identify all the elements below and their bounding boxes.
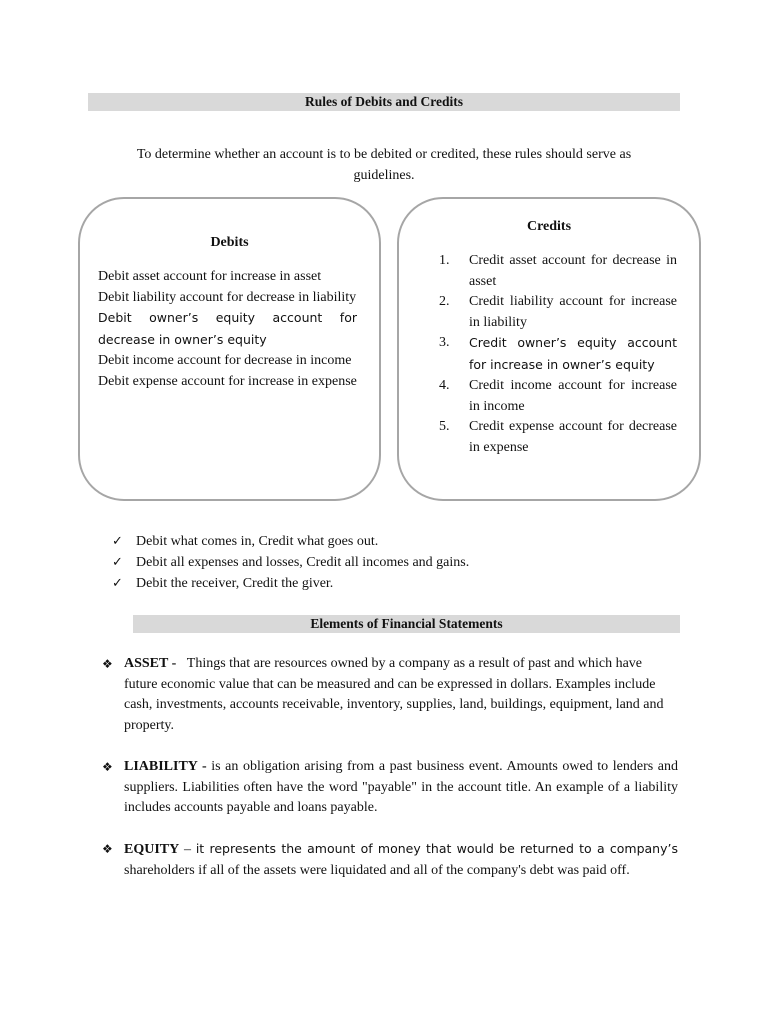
diamond-bullet-icon: ❖	[102, 657, 113, 671]
equity-text-sans: it represents the amount of money that would be returned to a company’s	[195, 841, 678, 856]
debit-rule: Debit expense account for increase in expense	[98, 373, 357, 389]
credit-rule	[439, 292, 677, 333]
check-mark-icon: ✓	[112, 534, 123, 549]
asset-definition	[102, 654, 678, 736]
check-mark-icon: ✓	[112, 555, 123, 570]
equity-term: EQUITY	[124, 842, 180, 857]
diamond-bullet-icon: ❖	[102, 760, 113, 774]
check-item	[112, 552, 469, 573]
liability-term: LIABILITY -	[124, 759, 207, 774]
debits-title: Debits	[210, 235, 249, 250]
credits-list	[439, 251, 677, 458]
check-list	[112, 531, 469, 594]
elements-heading: Elements of Financial Statements	[133, 615, 680, 633]
credit-rule-text: Credit liability account for increase in liability	[469, 294, 677, 330]
asset-text: Things that are resources owned by a company as a result of past and which have future economic value that can be measured and can be expressed in dollars. Examples include cash, investments, accounts receivable, inventory, supplies, land, buildings, equipment, land and property.	[124, 656, 664, 733]
credits-box	[397, 197, 701, 501]
diamond-bullet-icon: ❖	[102, 842, 113, 856]
list-number: 4.	[439, 378, 450, 393]
debit-rule: Debit asset account for increase in asset	[98, 269, 322, 284]
credit-rule-text: Credit asset account for decrease in asset	[469, 253, 677, 289]
check-mark-icon: ✓	[112, 576, 123, 591]
credit-rule	[439, 251, 677, 292]
intro-text: To determine whether an account is to be debited or credited, these rules should serve as guidelines.	[136, 147, 632, 183]
debit-rule: Debit liability account for decrease in liability	[98, 289, 357, 305]
debits-list	[98, 267, 357, 392]
credit-rule	[439, 333, 677, 376]
liability-definition	[102, 757, 678, 819]
equity-text: shareholders if all of the assets were liquidated and all of the company's debt was paid off.	[124, 862, 630, 878]
credit-rule	[439, 376, 677, 417]
asset-term: ASSET -	[124, 656, 177, 671]
debits-box	[78, 197, 381, 501]
debit-rule-text: Debit owner’s equity account for decrease in owner’s equity	[98, 310, 357, 347]
credits-title: Credits	[526, 219, 572, 234]
check-item-text: Debit the receiver, Credit the giver.	[136, 576, 334, 591]
debit-rule: Debit income account for decrease in income	[98, 353, 352, 368]
credit-rule-text: Credit expense account for decrease in expense	[469, 419, 677, 455]
check-item	[112, 573, 469, 594]
liability-text: is an obligation arising from a past business event. Amounts owed to lenders and suppliers. Liabilities often have the word "payable" in the account title. An example of a liability includes accounts payable and loans payable.	[124, 759, 679, 815]
list-number: 1.	[439, 253, 450, 268]
rules-heading: Rules of Debits and Credits	[88, 93, 680, 111]
debit-rule	[98, 308, 357, 351]
check-item-text: Debit all expenses and losses, Credit all incomes and gains.	[136, 555, 470, 570]
list-number: 3.	[439, 335, 450, 350]
equity-definition	[102, 839, 678, 881]
credit-rule-text: Credit income account for increase in income	[469, 378, 677, 414]
list-number: 2.	[439, 294, 450, 309]
credit-rule	[439, 417, 677, 458]
credit-rule-text: Credit owner’s equity account for increase in owner’s equity	[469, 335, 677, 372]
check-item	[112, 531, 469, 552]
list-number: 5.	[439, 419, 450, 434]
equity-dash: –	[179, 842, 196, 857]
check-item-text: Debit what comes in, Credit what goes out.	[136, 534, 379, 549]
